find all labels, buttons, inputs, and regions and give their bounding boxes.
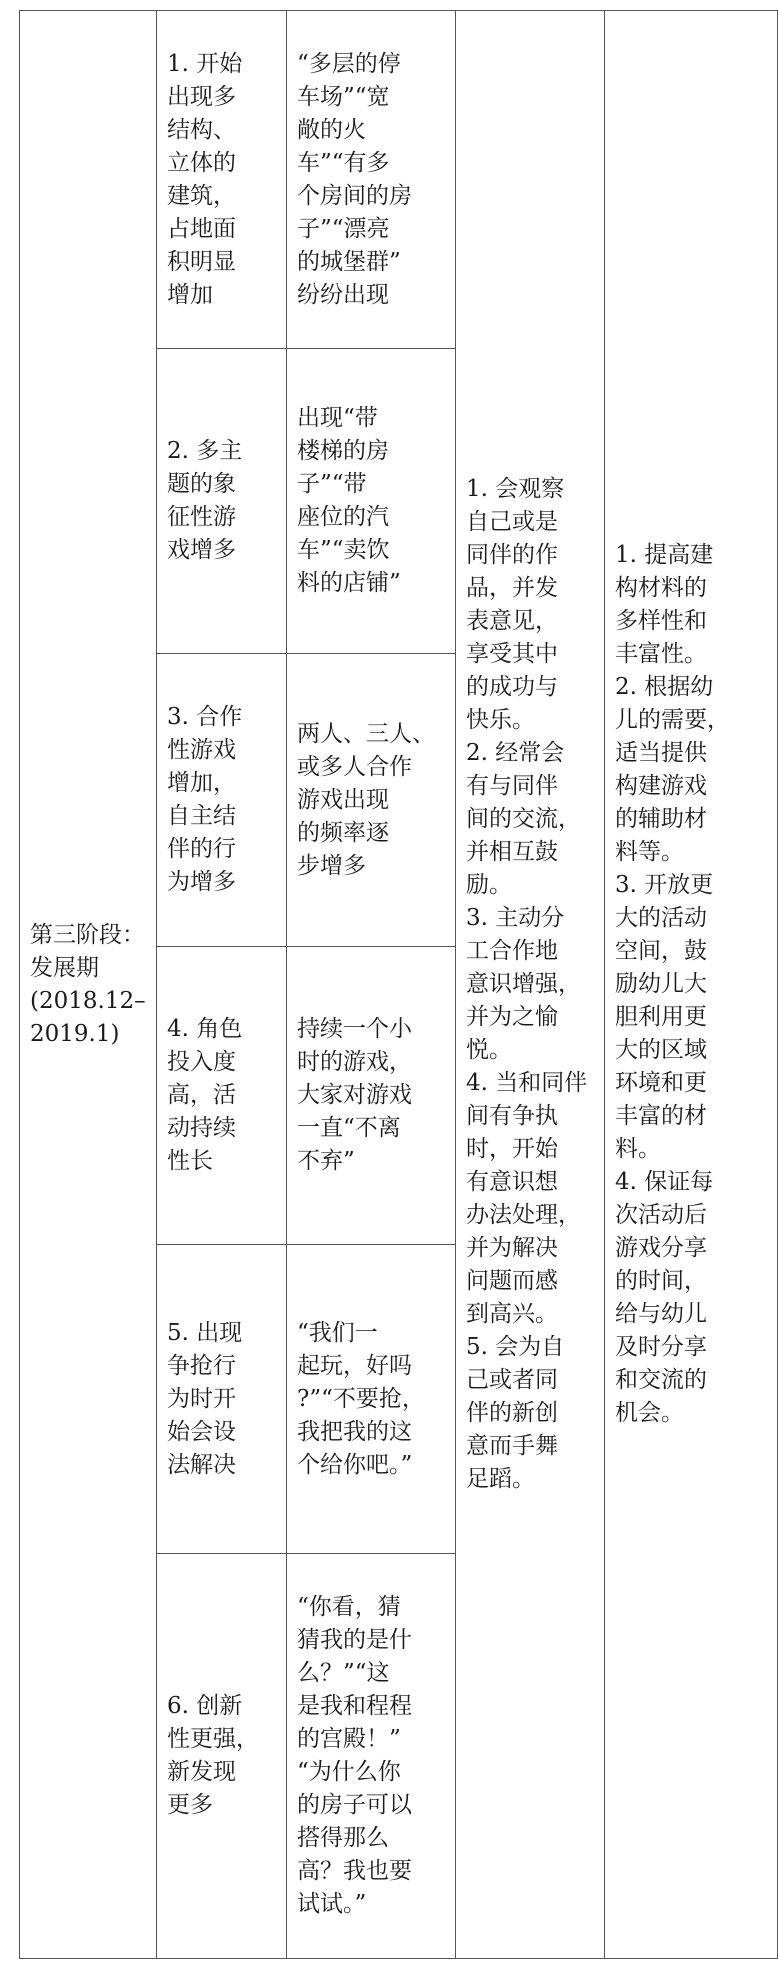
example-cell: “我们一 起玩，好吗 ?”“不要抢， 我把我的这 个给你吧。”	[287, 1245, 456, 1554]
example-cell: 两人、三人、 或多人合作 游戏出现 的频率逐 步增多	[287, 654, 456, 947]
table-row	[20, 11, 778, 349]
example-cell: 出现“带 楼梯的房 子”“带 座位的汽 车”“卖饮 料的店铺”	[287, 349, 456, 654]
feature-cell: 5. 出现 争抢行 为时开 始会设 法解决	[157, 1245, 287, 1554]
feature-cell: 4. 角色 投入度 高，活 动持续 性长	[157, 947, 287, 1245]
example-cell: 持续一个小 时的游戏， 大家对游戏 一直“不离 不弃”	[287, 947, 456, 1245]
feature-cell: 3. 合作 性游戏 增加， 自主结 伴的行 为增多	[157, 654, 287, 947]
behavior-cell: 1. 会观察 自己或是 同伴的作 品，并发 表意见， 享受其中 的成功与 快乐。 2. 经常会 有与同伴 间的交流， 并相互鼓 励。 3. 主动分 工合作地 意识增强， 并为之愉 悦。 4. 当和同伴 间有争执 时，开始 有意识想 办法处理， 并为解决 问题而感 到高兴。 5. 会为自 己或者同 伴的新创 意而手舞 足蹈。	[456, 11, 605, 1959]
example-cell: “多层的停 车场”“宽 敞的火 车”“有多 个房间的房 子”“漂亮 的城堡群” 纷纷出现	[287, 11, 456, 349]
feature-cell: 6. 创新 性更强， 新发现 更多	[157, 1554, 287, 1959]
strategy-cell: 1. 提高建 构材料的 多样性和 丰富性。 2. 根据幼 儿的需要， 适当提供 构建游戏 的辅助材 料等。 3. 开放更 大的活动 空间，鼓 励幼儿大 胆利用更 大的区域 环境和更 丰富的材 料。 4. 保证每 次活动后 游戏分享 的时间， 给与幼儿 及时分享 和交流的 机会。	[605, 11, 778, 1959]
stage-label-cell: 第三阶段： 发展期 (2018.12– 2019.1)	[20, 11, 157, 1959]
feature-cell: 1. 开始 出现多 结构、 立体的 建筑， 占地面 积明显 增加	[157, 11, 287, 349]
feature-cell: 2. 多主 题的象 征性游 戏增多	[157, 349, 287, 654]
example-cell: “你看，猜 猜我的是什 么？”“这 是我和程程 的宫殿！” “为什么你 的房子可以 搭得那么 高？我也要 试试。”	[287, 1554, 456, 1959]
development-stage-table	[19, 10, 778, 1959]
